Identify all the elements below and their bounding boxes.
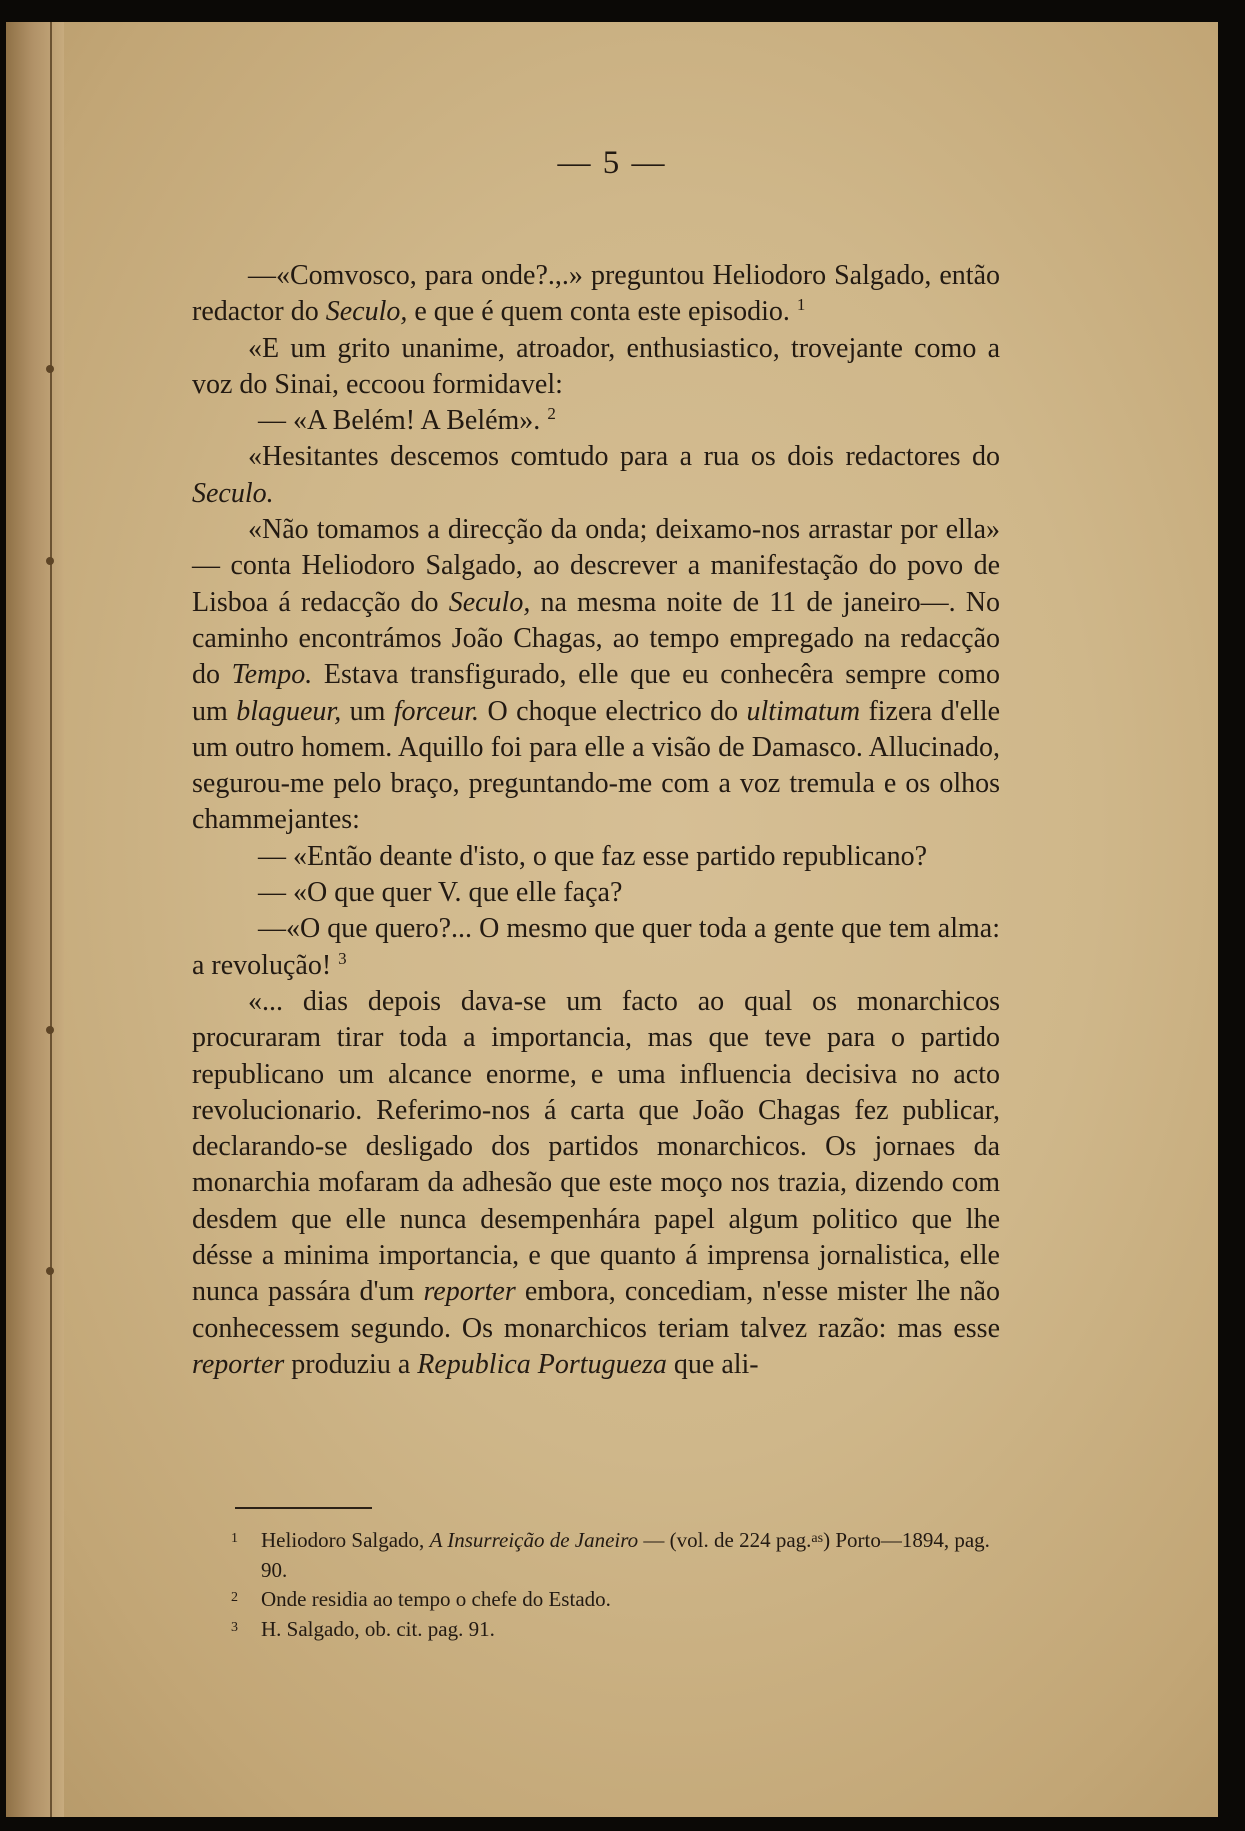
paragraph: «Não tomamos a direcção da onda; deixamo-nos arrastar por ella» — conta Heliodoro Salgado, ao descrever a manifestação do povo de Lisboa á redacção do Seculo, na mesma noite de 11 de janeiro—. No caminho encontrámos João Chagas, ao tempo empregado na redacção do Tempo. Estava transfigurado, elle que eu conhecêra sempre como um blagueur, um forceur. O choque electrico do ultimatum fizera d'elle um outro homem. Aquillo foi para elle a visão de Damasco. Allucinado, segurou-me pelo braço, preguntando-me com a voz tremula e os olhos chammejantes:: [192, 514, 1001, 836]
paragraph: «Hesitantes descemos comtudo para a rua os dois redactores do Seculo.: [192, 441, 1000, 509]
paragraph: —«O que quero?... O mesmo que quer toda a gente que tem alma: a revolução! $^3$: [192, 913, 1000, 981]
footnote-ref: 1: [796, 295, 806, 315]
binding-hole: [46, 557, 54, 565]
footnotes: [207, 1526, 1019, 1644]
body-text: [192, 258, 1000, 1383]
footnote-divider: [235, 1507, 372, 1509]
book-page: [6, 22, 1218, 1817]
page-spine-shadow: [6, 22, 64, 1817]
paragraph: — «Então deante d'isto, o que faz esse partido republicano?: [258, 840, 928, 872]
page-number: — 5 —: [557, 145, 667, 181]
binding-hole: [46, 1026, 54, 1034]
footnote: 2 Onde residia ao tempo o chefe do Estado.: [231, 1587, 611, 1611]
paragraph: «... dias depois dava-se um facto ao qual os monarchicos procuraram tirar toda a importancia, mas que teve para o partido republicano um alcance enorme, e uma influencia decisiva no acto revolucionario. Referimo-nos á carta que João Chagas fez publicar, declarando-se desligado dos partidos monarchicos. Os jornaes da monarchia mofaram da adhesão que este moço nos trazia, dizendo com desdem que elle nunca desempenhára papel algum politico que lhe désse a minima importancia, e que quanto á imprensa jornalistica, elle nunca passára d'um reporter embora, concediam, n'esse mister lhe não conhecessem segundo. Os monarchicos teriam talvez razão: mas esse reporter produziu a Republica Portugueza que ali-: [192, 985, 1000, 1380]
paragraph: «E um grito unanime, atroador, enthusiastico, trovejante como a voz do Sinai, eccoou formidavel:: [192, 332, 1000, 400]
paragraph: —«Comvosco, para onde?.,.» preguntou Heliodoro Salgado, então redactor do Seculo, e que é quem conta este episodio. $^1$: [192, 260, 1000, 328]
paragraph: — «O que quer V. que elle faça?: [258, 877, 623, 909]
footnote-ref: 3: [338, 948, 347, 968]
binding-hole: [46, 365, 54, 373]
footnote: 1 Heliodoro Salgado, A Insurreição de Janeiro — (vol. de 224 pag.$^{as}$) Porto—1894, pag. 90.: [231, 1528, 990, 1582]
footnote: 3 H. Salgado, ob. cit. pag. 91.: [231, 1616, 495, 1641]
binding-edge: [50, 22, 52, 1817]
footnote-ref: 2: [547, 404, 556, 424]
paragraph: — «A Belém! A Belém». $^2$: [258, 404, 556, 437]
binding-hole: [46, 1267, 54, 1275]
